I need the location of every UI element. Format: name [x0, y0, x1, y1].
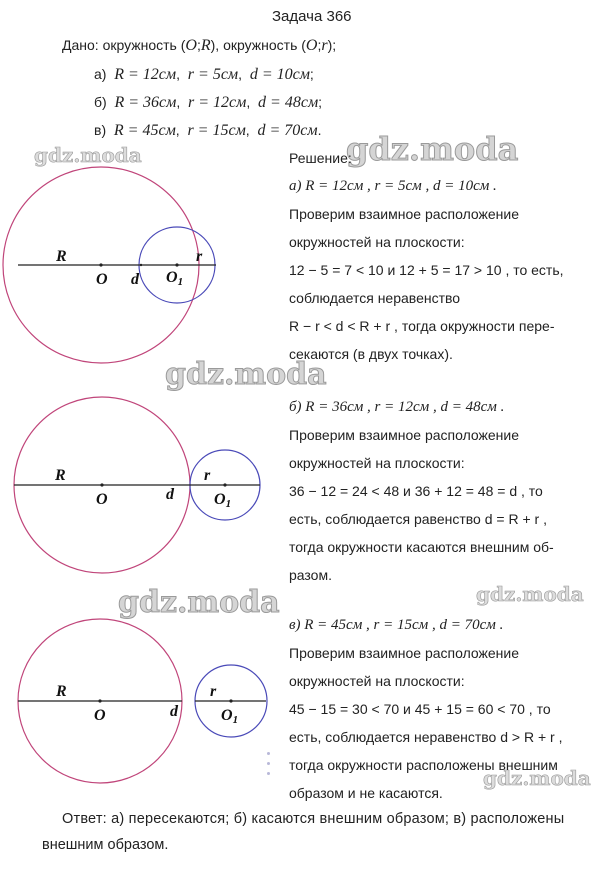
case-c-label: в)	[94, 122, 107, 138]
answer-line-2: внешним образом.	[42, 837, 169, 853]
case-c-R: R = 45см	[113, 122, 176, 139]
diagram-b-label-O: O	[96, 491, 108, 508]
case-a-r: r = 5см	[187, 66, 239, 83]
watermark-2: gdz.moda	[346, 130, 519, 168]
given-r: r	[321, 37, 328, 54]
part-c-line-2: окружностей на плоскости:	[289, 673, 465, 689]
case-a-R: R = 12см	[114, 66, 177, 83]
solution-label: Решение:	[289, 150, 352, 166]
diagram-c-label-d: d	[170, 703, 178, 720]
part-b-line-5: тогда окружности касаются внешним об-	[289, 539, 554, 555]
part-a-line-2: окружностей на плоскости:	[289, 234, 465, 250]
watermark-3: gdz.moda	[165, 357, 327, 392]
given-line	[62, 36, 336, 55]
case-b-d: d = 48см	[258, 94, 319, 111]
case-b-label: б)	[94, 94, 107, 110]
part-c-line-5: тогда окружности расположены внешним	[289, 757, 558, 773]
given-sep: ;	[196, 37, 201, 53]
diagram-b-center-o	[100, 483, 103, 486]
given-sep2: ;	[317, 37, 322, 53]
diagram-b-label-r: r	[204, 467, 211, 484]
diagram-a-dot	[140, 264, 142, 266]
case-b-r: r = 12см	[188, 94, 247, 111]
answer-line-1: Ответ: а) пересекаются; б) касаются внешним образом; в) расположены	[62, 811, 565, 827]
part-b-line-3: 36 − 12 = 24 < 48 и 36 + 12 = 48 = d , то	[289, 483, 543, 499]
diagram-c-label-r: r	[210, 683, 217, 700]
diagram-c-center-o1	[229, 699, 232, 702]
part-b-line-6: разом.	[289, 567, 332, 583]
watermark-1: gdz.moda	[34, 143, 142, 167]
case-a-label: а)	[94, 66, 107, 82]
diagram-b-center-o1	[223, 483, 226, 486]
watermark-4: gdz.moda	[118, 585, 280, 620]
diagram-c-label-O1: O1	[221, 707, 239, 726]
given-intro: Дано: окружность (	[62, 37, 186, 53]
diagram-a-label-r: r	[196, 248, 203, 265]
diagram-a-label-R: R	[56, 248, 67, 265]
part-a-line-4: соблюдается неравенство	[289, 290, 461, 306]
part-b-line-1: Проверим взаимное расположение	[289, 427, 520, 443]
part-b-head: б) R = 36см , r = 12см , d = 48см .	[289, 399, 505, 415]
part-b-line-4: есть, соблюдается равенство d = R + r ,	[289, 511, 547, 527]
diagram-a-label-d: d	[131, 271, 139, 288]
part-a-line-1: Проверим взаимное расположение	[289, 206, 520, 222]
diagram-a-center-o	[99, 263, 102, 266]
case-a-d: d = 10см	[249, 66, 310, 83]
case-a-end: ;	[309, 66, 314, 82]
diagram-c-label-R: R	[56, 683, 67, 700]
given-R: R	[200, 37, 211, 54]
case-c: в) R = 45см, r = 15см, d = 70см.	[94, 122, 322, 139]
part-a-line-6: секаются (в двух точках).	[289, 346, 453, 362]
page-title: Задача 366	[272, 8, 352, 25]
part-c-line-1: Проверим взаимное расположение	[289, 645, 520, 661]
case-b-end: ;	[318, 94, 323, 110]
case-a: а) R = 12см, r = 5см, d = 10см;	[94, 66, 314, 83]
part-c-line-4: есть, соблюдается неравенство d > R + r ,	[289, 729, 563, 745]
part-c-line-3: 45 − 15 = 30 < 70 и 45 + 15 = 60 < 70 , то	[289, 701, 551, 717]
given-o2: O	[305, 37, 318, 54]
part-c-head: в) R = 45см , r = 15см , d = 70см .	[289, 617, 504, 633]
given-o: O	[185, 37, 197, 54]
case-b-R: R = 36см	[114, 94, 177, 111]
diagram-a-center-o1	[175, 263, 178, 266]
watermark-5: gdz.moda	[476, 582, 584, 606]
part-b-line-2: окружностей на плоскости:	[289, 455, 465, 471]
given-mid: ), окружность (	[210, 37, 306, 53]
diagram-b-label-d: d	[166, 486, 174, 503]
diagram-b	[0, 372, 300, 592]
part-a-line-3: 12 − 5 = 7 < 10 и 12 + 5 = 17 > 10 , то есть,	[289, 262, 564, 278]
case-c-d: d = 70см	[257, 122, 318, 139]
watermark-6: gdz.moda	[483, 766, 591, 790]
diagram-a	[0, 150, 300, 370]
case-b: б) R = 36см, r = 12см, d = 48см;	[94, 94, 323, 111]
case-c-r: r = 15см	[187, 122, 246, 139]
diagram-b-label-R: R	[55, 467, 66, 484]
diagram-c-center-o	[98, 699, 101, 702]
diagram-b-label-O1: O1	[214, 491, 232, 510]
case-c-end: .	[317, 122, 322, 138]
diagram-a-label-O1: O1	[166, 269, 184, 288]
diagram-a-label-O: O	[96, 271, 108, 288]
given-end: );	[327, 37, 337, 53]
diagram-c-label-O: O	[94, 707, 106, 724]
part-a-head: а) R = 12см , r = 5см , d = 10см .	[289, 178, 497, 194]
decor-dots	[267, 752, 271, 782]
part-c-line-6: образом и не касаются.	[289, 785, 443, 801]
diagram-c	[0, 595, 300, 815]
part-a-line-5: R − r < d < R + r , тогда окружности пере-	[289, 318, 555, 334]
